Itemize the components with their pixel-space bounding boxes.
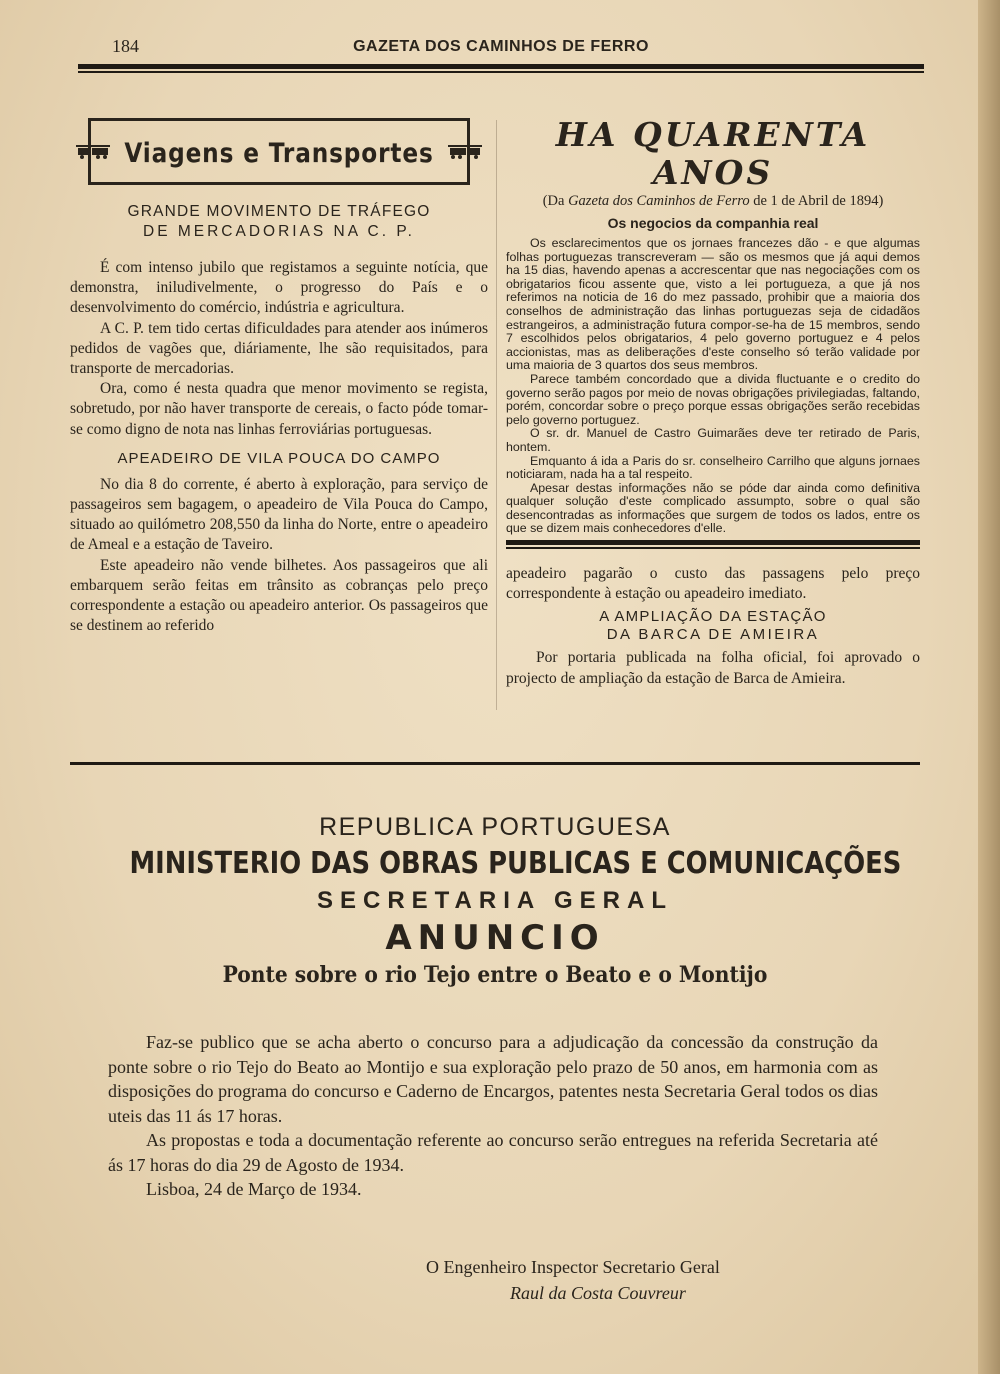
paragraph: apeadeiro pagarão o custo das passagens pelo preço correspondente à estação ou apeadeiro imediato. [506, 565, 920, 603]
republic-title: REPUBLICA PORTUGUESA [319, 813, 671, 841]
paragraph: A C. P. tem tido certas dificuldades para atender aos inúmeros pedidos de vagões que, diáriamente, lhe são requisitados, para transporte de mercadorias. [70, 319, 488, 378]
article-subtitle: Os negocios da companhia real [607, 215, 819, 231]
right-column [506, 116, 920, 536]
announcement-body [108, 1030, 878, 1202]
section-banner [70, 112, 488, 190]
right-column-continued [506, 564, 920, 689]
article-heading-line: DA BARCA DE AMIEIRA [606, 626, 820, 644]
signatory-title: O Engenheiro Inspector Secretario Geral [426, 1257, 720, 1277]
department-title: SECRETARIA GERAL [316, 887, 673, 914]
paragraph: Este apeadeiro não vende bilhetes. Aos passageiros que ali embarquem serão feitas em trânsito as cobranças pelo preço correspondente a estação ou apeadeiro anterior. Os passageiros que se destinem ao referido [70, 556, 488, 635]
paragraph: Parece também concordado que a divida fluctuante e o credito do governo serão pagos por meio de novas obrigações privilegiadas, faltando, porém, concordar sobre o preço porque essas obrigações serão recebidas pelo governo portuguez. [506, 371, 920, 427]
paragraph: O sr. dr. Manuel de Castro Guimarães deve ter retirado de Paris, hontem. [506, 426, 920, 454]
announcement-subject: Ponte sobre o rio Tejo entre o Beato e o Montijo [222, 962, 768, 988]
paragraph: As propostas e toda a documentação referente ao concurso serão entregues na referida Secretaria até ás 17 horas do dia 29 de Agosto de 1934. [108, 1130, 878, 1175]
header-rule-thin [78, 71, 924, 73]
announcement-title: ANUNCIO [385, 918, 605, 958]
paragraph: Emquanto á ida a Paris do sr. conselheiro Carrilho que alguns jornaes noticiaram, nada ha a tal respeito. [506, 453, 920, 482]
column-divider [496, 120, 497, 710]
article-heading-line: GRANDE MOVIMENTO DE TRÁFEGO [127, 203, 431, 220]
paragraph: É com intenso jubilo que registamos a seguinte notícia, que demonstra, iniludivelmente, o progresso do País e o desenvolvimento do comércio, indústria e agricultura. [70, 259, 488, 317]
signature-block [350, 1254, 850, 1306]
signatory-name: Raul da Costa Couvreur [510, 1283, 686, 1303]
source-text: de 1 de Abril de 1894) [749, 193, 884, 209]
header-rule [78, 64, 924, 69]
article-heading [70, 202, 488, 242]
article-heading-line: DE MERCADORIAS NA C. P. [143, 223, 415, 240]
section-rule-thin [506, 547, 920, 549]
banner-border-bottom [88, 182, 470, 185]
page-header [78, 36, 924, 56]
section-divider [70, 762, 920, 765]
source-publication: Gazeta dos Caminhos de Ferro [568, 193, 750, 209]
left-column [70, 112, 488, 636]
paragraph: Ora, como é nesta quadra que menor movimento se regista, sobretudo, por não haver transporte de cereais, o facto póde tomar-se como digno de nota nas linhas ferroviárias portuguesas. [70, 380, 488, 438]
source-text: (Da [542, 193, 569, 209]
paragraph: Faz-se publico que se acha aberto o concurso para a adjudicação da concessão da construção da ponte sobre o rio Tejo do Beato ao Montijo e sua exploração pelo prazo de 50 anos, em harmonia com as disposições do programa do concurso e Caderno de Encargos, patentes nesta Secretaria Geral todos os dias uteis das 11 ás 17 horas. [108, 1032, 878, 1126]
section-title: HA QUARENTA ANOS [555, 115, 871, 192]
page-number: 184 [112, 36, 139, 56]
paragraph: Por portaria publicada na folha oficial, foi aprovado o projecto de ampliação da estação de Barca de Amieira. [506, 649, 920, 687]
running-title: GAZETA DOS CAMINHOS DE FERRO [353, 38, 649, 55]
banner-border-top [88, 118, 470, 121]
section-rule [506, 540, 920, 545]
article-heading [506, 608, 920, 644]
ministry-title: MINISTERIO DAS OBRAS PUBLICAS E COMUNICAÇÕES [129, 846, 902, 881]
article-heading: APEADEIRO DE VILA POUCA DO CAMPO [117, 449, 441, 467]
paragraph: Os esclarecimentos que os jornaes francezes dão - e que algumas folhas portuguezas transcreveram — são os mesmos que já aqui demos ha 15 dias, havendo apenas a accrescentar que nas negociações com os obrigatarios ficou assente que, visto a lei portugueza, a que já nos referimos na noticia de 16 do mez passado, prohibir que a maioria dos conselhos de administração das linhas portuguezas seja de cidadãos estrangeiros, a administração futura compor-se-ha de 15 membros, sendo 7 escolhidos pelos obrigatarios, 4 pelo governo portuguez e 4 pelos accionistas, mas as deliberações d'este conselho só terão validade por uma maioria de 3 quartos dos seus membros. [506, 236, 920, 373]
place-date: Lisboa, 24 de Março de 1934. [146, 1179, 362, 1199]
article-heading-line: A AMPLIAÇÃO DA ESTAÇÃO [599, 608, 827, 626]
paragraph: Apesar destas informações não se póde dar ainda como definitiva qualquer solução d'este complicado assumpto, sobre o qual são desencontradas as informações que surgem de todos os lados, entre os que se dizem mais conhecedores d'elle. [506, 480, 920, 536]
page-edge [978, 0, 1000, 1374]
announcement-heading [70, 810, 920, 992]
source-note [506, 192, 920, 210]
paragraph: No dia 8 do corrente, é aberto à exploração, para serviço de passageiros sem bagagem, o apeadeiro de Vila Pouca do Campo, situado ao quilómetro 208,550 da linha do Norte, entre o apeadeiro de Ameal e a estação de Taveiro. [70, 475, 488, 554]
banner-title: Viagens e Transportes [124, 138, 434, 169]
